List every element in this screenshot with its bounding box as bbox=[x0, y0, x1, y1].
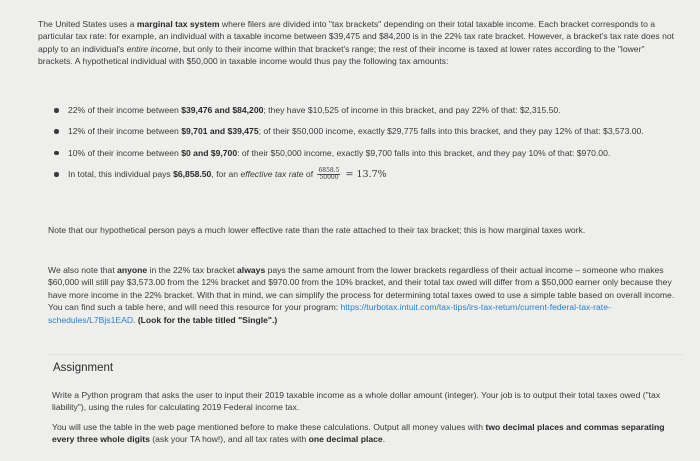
intro-italic-term: entire income bbox=[126, 43, 179, 54]
intro-text-3: , but only to their income within that bracket's range; the rest of their income is taxed at lower rates according to the "lower" brackets. A hypothetical individual with $50,000 in taxable income would thus pay the following tax amounts: bbox=[38, 43, 645, 67]
simplification-paragraph: We also note that anyone in the 22% tax bracket always pays the same amount from the lower brackets regardless of their actual income – someone who makes $60,000 will still pay $3,573.00 from the 12% bracket and $970.00 from the 10% bracket, and their total tax owed will differ from a $50,000 earner only because they have more income in the 22% bracket. With that in mind, we can simplify the process for determining total taxes owed to use a simple table based on overall income. You can find such a table here, and will need this resource for your program: https://turbotax.intuit.com/tax-tips/irs-tax-return/current-federal-tax-rate-schedules/L7Bjs1EAD. (Look for the table titled "Single".) bbox=[48, 265, 675, 325]
list-item: 22% of their income between $39,476 and $84,200; they have $10,525 of income in this bracket, and pay 22% of that: $2,315.50. bbox=[54, 104, 684, 116]
list-item: 12% of their income between $9,701 and $39,475; of their $50,000 income, exactly $29,775 falls into this bracket, and they pay 12% of that: $3,573.00. bbox=[54, 125, 684, 137]
tax-breakdown-list bbox=[54, 104, 684, 191]
assignment-paragraph-2: You will use the table in the web page mentioned before to make these calculations. Output all money values with two decimal places and commas separating every three whole digits (ask your TA how!), and all tax rates with one decimal place. bbox=[52, 422, 665, 445]
note-paragraph: Note that our hypothetical person pays a much lower effective rate than the rate attached to their tax bracket; this is how marginal taxes work. bbox=[48, 225, 586, 235]
list-item: In total, this individual pays $6,858.50, for an effective tax rate of $\frac{6858.5}{50000}$ = 13.7% bbox=[54, 168, 684, 181]
assignment-paragraph-1: Write a Python program that asks the user to input their 2019 taxable income as a whole dollar amount (integer). Your job is to output their total taxes owed ("tax liability"), using the rules for calculating 2019 Federal income tax. bbox=[52, 390, 661, 413]
list-item: 10% of their income between $0 and $9,700: of their $50,000 income, exactly $9,700 falls into this bracket, and they pay 10% of that: $970.00. bbox=[54, 147, 684, 159]
effective-rate-value: = 13.7% bbox=[342, 169, 387, 181]
assignment-heading: Assignment bbox=[53, 362, 114, 374]
intro-bold-term: marginal tax system bbox=[136, 19, 220, 29]
section-divider bbox=[48, 354, 684, 355]
tax-table-link[interactable]: https://turbotax.intuit.com/tax-tips/irs-tax-return/current-federal-tax-rate-schedules/L7Bjs1EAD bbox=[48, 302, 611, 325]
intro-paragraph bbox=[38, 18, 678, 68]
intro-text-1: The United States uses a bbox=[38, 19, 137, 29]
effective-rate-fraction: $\frac{6858.5}{50000}$ bbox=[318, 167, 340, 182]
intro-text-2: where filers are divided into "tax brackets" depending on their total taxable income. Each bracket corresponds to a particular tax rate: for example, an individual with a taxable income between $39,475 and $84,200 is in the 22% tax rate bracket. However, a bracket's tax rate does not apply to an individual's bbox=[38, 19, 675, 54]
